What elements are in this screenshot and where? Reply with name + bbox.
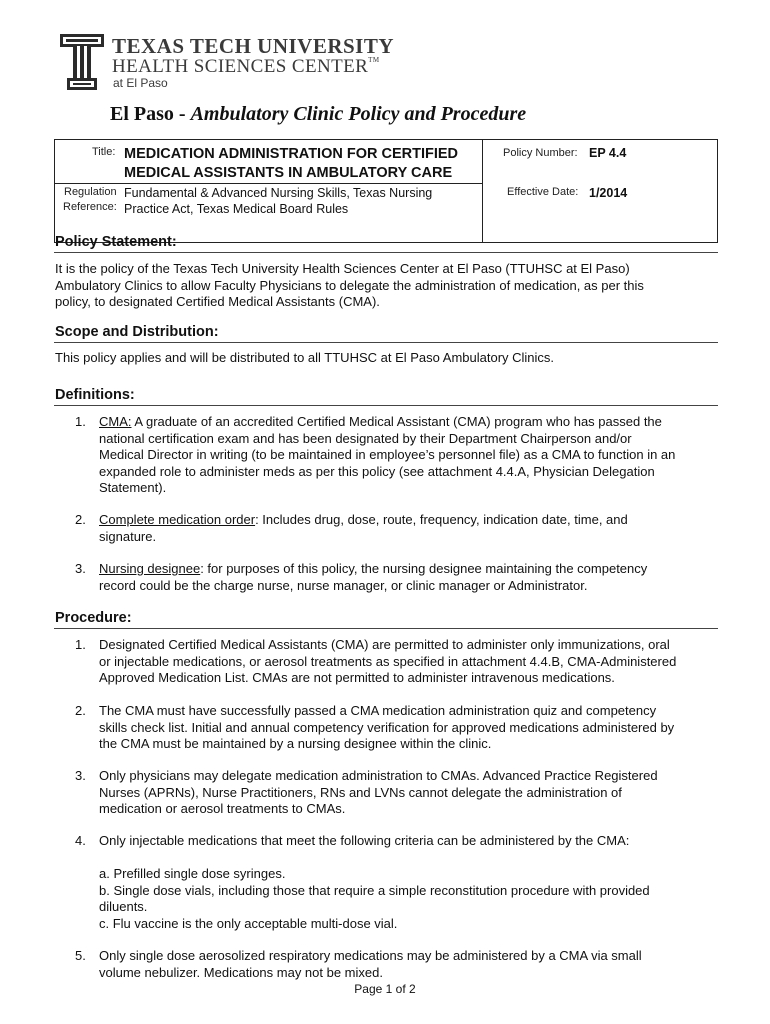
definition-number: 2.: [75, 512, 86, 527]
procedure-number: 5.: [75, 948, 86, 963]
policy-statement-line: Ambulatory Clinics to allow Faculty Physicians to delegate the administration of medication, as per this: [55, 277, 644, 293]
header-horizontal-divider: [55, 183, 482, 184]
procedure-line: Only single dose aerosolized respiratory medications may be administered by a CMA via small: [99, 948, 642, 963]
procedure-text: [99, 768, 658, 818]
procedure-subitem: diluents.: [99, 899, 148, 914]
effective-date-label: Effective Date:: [507, 186, 579, 198]
definition-first-line: : for purposes of this policy, the nursing designee maintaining the competency: [200, 561, 648, 576]
policy-statement-line: It is the policy of the Texas Tech University Health Sciences Center at El Paso (TTUHSC at El Paso): [55, 261, 630, 276]
double-t-logo-icon: [58, 32, 106, 94]
regulation-line-2: Practice Act, Texas Medical Board Rules: [124, 202, 349, 216]
policy-statement-text: [55, 261, 644, 311]
procedure-line: The CMA must have successfully passed a CMA medication administration quiz and competency: [99, 703, 657, 718]
procedure-text: [99, 948, 642, 981]
definition-line: Statement).: [99, 480, 167, 495]
procedure-rule: [54, 628, 718, 629]
policy-number-label: Policy Number:: [503, 147, 578, 159]
procedure-line: volume nebulizer. Medications may not be mixed.: [99, 964, 383, 980]
document-title-prefix: El Paso -: [110, 103, 191, 125]
logo-trademark: TM: [368, 56, 380, 64]
procedure-subitem: c. Flu vaccine is the only acceptable multi-dose vial.: [99, 915, 398, 931]
effective-date: 1/2014: [589, 186, 628, 200]
title-label: Title:: [92, 146, 116, 158]
scope-rule: [54, 342, 718, 343]
procedure-subitem: b. Single dose vials, including those that require a simple reconstitution procedure with provided: [99, 882, 650, 898]
scope-heading: Scope and Distribution:: [55, 324, 219, 340]
page-number: Page 1 of 2: [354, 982, 416, 996]
document-title-italic: Ambulatory Clinic Policy and Procedure: [190, 103, 527, 125]
definition-term: CMA:: [99, 414, 132, 429]
procedure-line: Nurses (APRNs), Nurse Practitioners, RNs and LVNs cannot delegate the administration of: [99, 784, 622, 800]
definition-line: expanded role to administer meds as per this policy (see attachment 4.4.A, Physician Delegation: [99, 463, 655, 479]
policy-title-line-1: MEDICATION ADMINISTRATION FOR CERTIFIED: [124, 146, 459, 162]
procedure-line: Only injectable medications that meet the following criteria can be administered by the CMA:: [99, 833, 630, 848]
definition-number: 3.: [75, 561, 86, 576]
definition-first-line: A graduate of an accredited Certified Medical Assistant (CMA) program who has passed the: [131, 414, 662, 429]
procedure-blank-line: [99, 850, 650, 867]
regulation-label: Regulation: [64, 186, 117, 198]
policy-title: [124, 145, 458, 183]
definition-line: signature.: [99, 528, 157, 544]
logo-center-name: [112, 56, 379, 78]
procedure-number: 3.: [75, 768, 86, 783]
policy-title-line-2: MEDICAL ASSISTANTS IN AMBULATORY CARE: [124, 165, 453, 181]
policy-statement-heading: Policy Statement:: [55, 234, 177, 250]
logo-campus: at El Paso: [113, 76, 168, 90]
procedure-heading: Procedure:: [55, 610, 132, 626]
procedure-line: the CMA must be maintained by a nursing designee within the clinic.: [99, 736, 492, 751]
procedure-number: 2.: [75, 703, 86, 718]
procedure-line: medication or aerosol treatments to CMAs.: [99, 801, 346, 816]
definition-line: record could be the charge nurse, nurse manager, or clinic manager or Administrator.: [99, 577, 588, 593]
procedure-number: 4.: [75, 833, 86, 848]
procedure-line: Only physicians may delegate medication administration to CMAs. Advanced Practice Registered: [99, 768, 658, 783]
scope-text: This policy applies and will be distributed to all TTUHSC at El Paso Ambulatory Clinics.: [55, 350, 555, 365]
definition-text: [99, 414, 675, 497]
procedure-subitem: a. Prefilled single dose syringes.: [99, 866, 286, 881]
policy-statement-line: policy, to designated Certified Medical Assistants (CMA).: [55, 294, 380, 309]
policy-header-table: [54, 139, 718, 243]
definitions-rule: [54, 405, 718, 406]
procedure-line: or injectable medications, or aerosol treatments as specified in attachment 4.4.B, CMA-Administered: [99, 653, 677, 669]
definition-text: [99, 561, 647, 594]
procedure-text: [99, 637, 676, 687]
policy-number: EP 4.4: [589, 146, 627, 160]
definition-number: 1.: [75, 414, 86, 429]
procedure-text: [99, 703, 674, 753]
logo-center-text: HEALTH SCIENCES CENTER: [112, 56, 369, 77]
procedure-line: Designated Certified Medical Assistants (CMA) are permitted to administer only immunizations, oral: [99, 637, 670, 652]
definition-text: [99, 512, 628, 545]
header-vertical-divider: [482, 140, 483, 242]
logo-university-name: TEXAS TECH UNIVERSITY: [112, 34, 395, 58]
document-title: [110, 103, 526, 126]
regulation-reference: [124, 185, 432, 217]
regulation-line-1: Fundamental & Advanced Nursing Skills, Texas Nursing: [124, 186, 433, 200]
definition-line: Medical Director in writing (to be maintained in employee’s personnel file) as a CMA to function in an: [99, 447, 676, 462]
reference-label: Reference:: [63, 201, 117, 213]
procedure-number: 1.: [75, 637, 86, 652]
ttuhsc-logo: [58, 32, 395, 94]
definition-line: national certification exam and has been designated by their Department Chairperson and/or: [99, 430, 632, 446]
definition-first-line: : Includes drug, dose, route, frequency, indication date, time, and: [255, 512, 628, 527]
procedure-line: skills check list. Initial and annual competency verification for approved medications administered by: [99, 719, 675, 735]
definitions-heading: Definitions:: [55, 387, 135, 403]
definition-term: Nursing designee: [99, 561, 201, 576]
procedure-text: [99, 833, 650, 932]
policy-statement-rule: [54, 252, 718, 253]
definition-term: Complete medication order: [99, 512, 256, 527]
procedure-line: Approved Medication List. CMAs are not permitted to administer intravenous medications.: [99, 670, 615, 685]
